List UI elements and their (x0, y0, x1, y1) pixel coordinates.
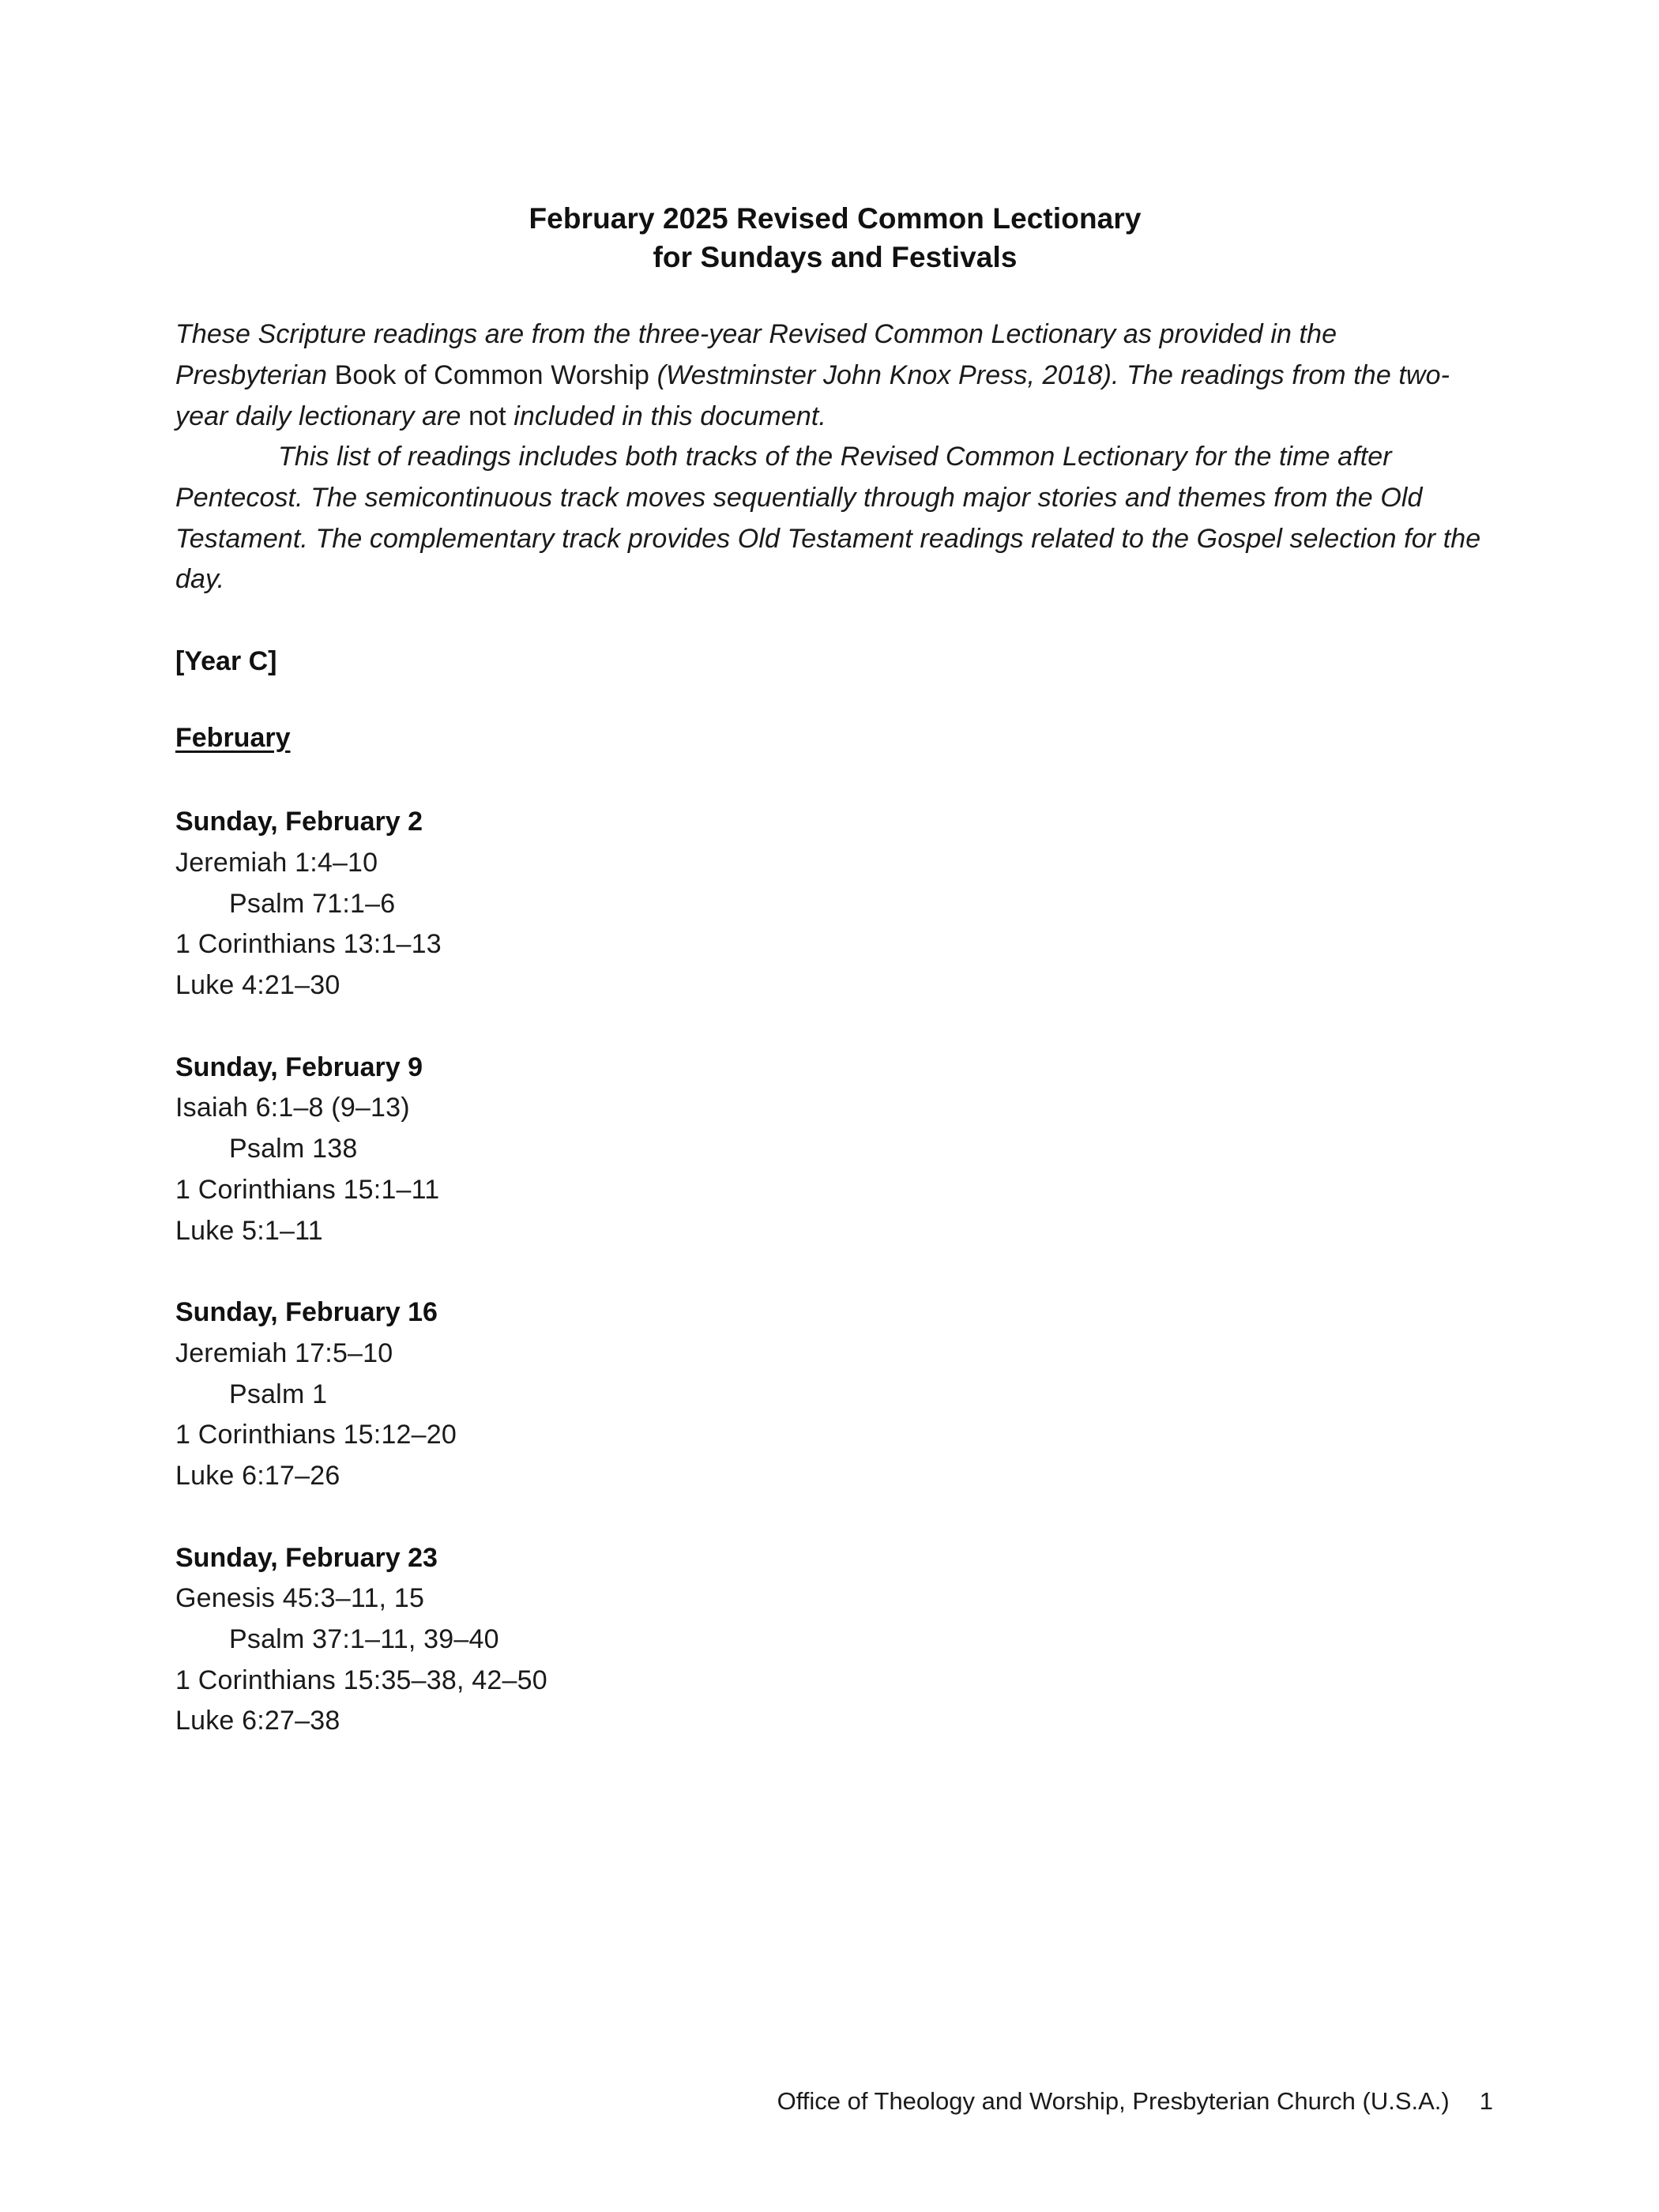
page-title (175, 0, 1495, 276)
intro-p1-segment-3: (Westminster John Knox Press, 2018). The readings from the two-year daily lectionary are (175, 360, 1450, 431)
scripture-reading-line: Psalm 71:1–6 (229, 888, 396, 919)
intro-p1-segment-4: not (468, 401, 514, 431)
year-label: [Year C] (175, 646, 277, 677)
intro-p1-segment-5: included in this document. (514, 401, 826, 431)
reading-day-heading: Sunday, February 9 (175, 1051, 423, 1082)
scripture-reading-line: Luke 4:21–30 (175, 970, 340, 1001)
intro-p1-segment-1: These Scripture readings are from the three-year Revised Common Lectionary as provided in the Presbyterian (175, 319, 1337, 391)
footer-page-number: 1 (1479, 2087, 1493, 2115)
month-heading (175, 683, 1495, 759)
scripture-reading-line: Isaiah 6:1–8 (9–13) (175, 1093, 410, 1123)
intro-paragraph-2: This list of readings includes both tracks of the Revised Common Lectionary for the time after Pentecost. The semicontinuous track moves sequentially through major stories and themes from the Old Testament. The complementary track provides Old Testament readings related to the Gospel selection for the day. (175, 442, 1481, 595)
scripture-reading-line: Luke 5:1–11 (175, 1215, 323, 1246)
title-line-2: for Sundays and Festivals (653, 241, 1018, 274)
reading-day-heading: Sunday, February 2 (175, 807, 423, 837)
footer-attribution: Office of Theology and Worship, Presbyterian Church (U.S.A.) (777, 2087, 1450, 2115)
page-footer (175, 2086, 1493, 2117)
scripture-reading-line: Jeremiah 17:5–10 (175, 1337, 393, 1368)
intro-p1-segment-2: Book of Common Worship (334, 360, 657, 391)
reading-day-heading: Sunday, February 16 (175, 1297, 438, 1328)
scripture-reading-line: Jeremiah 1:4–10 (175, 848, 378, 878)
reading-block (175, 1048, 1495, 1251)
scripture-reading-line: 1 Corinthians 15:12–20 (175, 1420, 457, 1450)
reading-block (175, 1292, 1495, 1496)
title-line-1: February 2025 Revised Common Lectionary (529, 202, 1142, 235)
scripture-reading-line: Psalm 1 (229, 1379, 328, 1409)
month-heading-text: February (175, 722, 291, 753)
scripture-reading-line: 1 Corinthians 15:35–38, 42–50 (175, 1665, 547, 1695)
reading-block (175, 802, 1495, 1006)
scripture-reading-line: Psalm 138 (229, 1134, 358, 1164)
scripture-reading-line: 1 Corinthians 15:1–11 (175, 1174, 440, 1205)
scripture-reading-line: Psalm 37:1–11, 39–40 (229, 1623, 499, 1654)
scripture-reading-line: Luke 6:27–38 (175, 1706, 340, 1736)
reading-day-heading: Sunday, February 23 (175, 1542, 438, 1573)
scripture-reading-line: Genesis 45:3–11, 15 (175, 1583, 425, 1614)
scripture-reading-line: 1 Corinthians 13:1–13 (175, 929, 442, 960)
reading-block (175, 1538, 1495, 1742)
document-content (175, 0, 1495, 1742)
scripture-reading-line: Luke 6:17–26 (175, 1460, 340, 1491)
reading-blocks-list (175, 802, 1495, 1741)
intro-paragraph-1 (175, 314, 1495, 437)
